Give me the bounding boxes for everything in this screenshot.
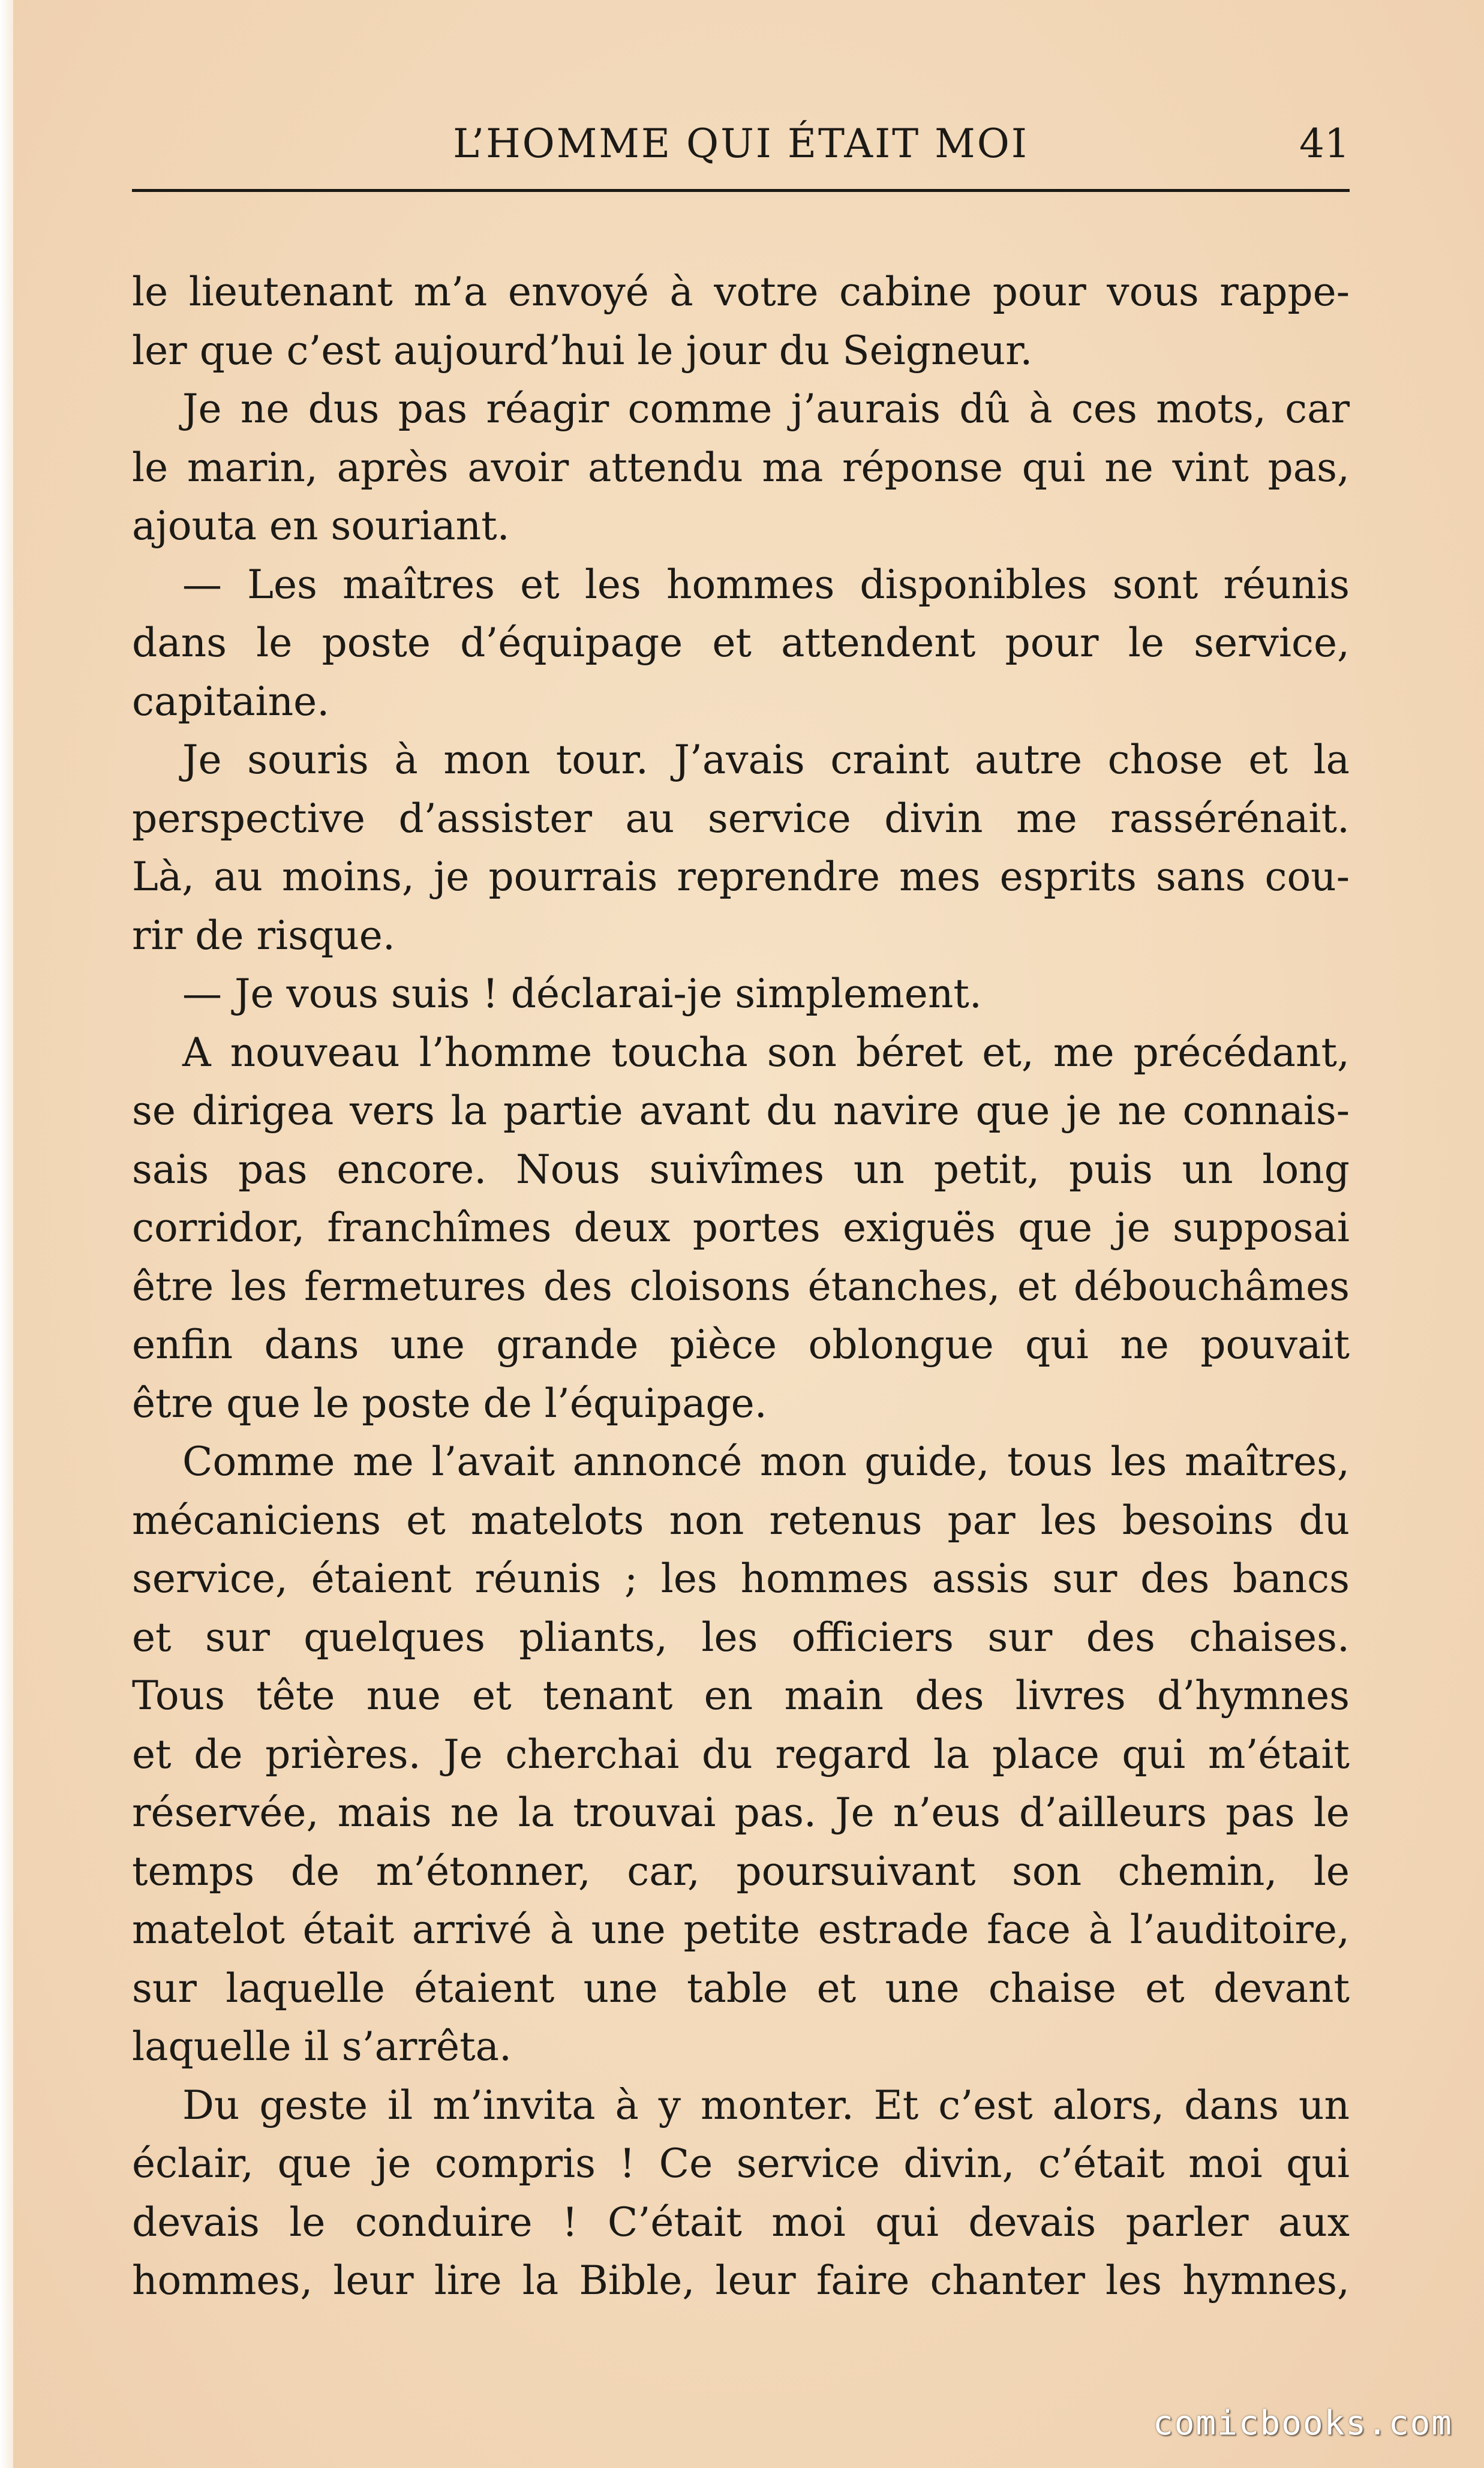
text-line: enfin dans une grande pièce oblongue qui ne pouvait <box>132 1322 1350 1368</box>
text-line: être que le poste de l’équipage. <box>132 1380 767 1427</box>
watermark: comicbooks.com <box>1152 2404 1453 2443</box>
running-title: L’HOMME QUI ÉTAIT MOI <box>453 121 1029 167</box>
text-line: se dirigea vers la partie avant du navire que je ne connais- <box>132 1088 1350 1134</box>
text-line: hommes, leur lire la Bible, leur faire chanter les hymnes, <box>132 2257 1350 2304</box>
text-line: éclair, que je compris ! Ce service divin, c’était moi qui <box>132 2140 1350 2187</box>
text-line: sais pas encore. Nous suivîmes un petit, puis un long <box>132 1146 1350 1193</box>
text-line: dans le poste d’équipage et attendent pour le service, <box>132 620 1350 666</box>
text-line: laquelle il s’arrêta. <box>132 2023 512 2070</box>
text-line: — Je vous suis ! déclarai-je simplement. <box>182 971 982 1017</box>
text-line: Je ne dus pas réagir comme j’aurais dû à ces mots, car <box>182 386 1350 432</box>
text-line: le lieutenant m’a envoyé à votre cabine pour vous rappe- <box>132 269 1350 315</box>
text-line: matelot était arrivé à une petite estrade face à l’auditoire, <box>132 1906 1350 1953</box>
text-line: mécaniciens et matelots non retenus par les besoins du <box>132 1497 1350 1544</box>
text-line: — Les maîtres et les hommes disponibles sont réunis <box>182 561 1350 608</box>
text-line: devais le conduire ! C’était moi qui devais parler aux <box>132 2199 1350 2245</box>
text-line: temps de m’étonner, car, poursuivant son chemin, le <box>132 1848 1350 1894</box>
text-line: ajouta en souriant. <box>132 503 510 549</box>
text-line: et de prières. Je cherchai du regard la place qui m’était <box>132 1731 1350 1778</box>
header-rule <box>132 189 1350 192</box>
text-line: être les fermetures des cloisons étanches, et débouchâmes <box>132 1263 1350 1310</box>
text-line: A nouveau l’homme toucha son béret et, me précédant, <box>182 1029 1350 1076</box>
text-line: et sur quelques pliants, les officiers sur des chaises. <box>132 1614 1350 1661</box>
text-line: ler que c’est aujourd’hui le jour du Seigneur. <box>132 327 1033 374</box>
body-text <box>132 263 1350 2310</box>
page-edge <box>0 0 13 2468</box>
page-number: 41 <box>1299 121 1350 167</box>
text-line: service, étaient réunis ; les hommes assis sur des bancs <box>132 1556 1350 1602</box>
text-line: corridor, franchîmes deux portes exiguës que je supposai <box>132 1205 1350 1251</box>
text-line: perspective d’assister au service divin me rassérénait. <box>132 795 1350 842</box>
text-line: Du geste il m’invita à y monter. Et c’est alors, dans un <box>182 2082 1350 2128</box>
text-line: le marin, après avoir attendu ma réponse qui ne vint pas, <box>132 444 1350 491</box>
text-line: sur laquelle étaient une table et une chaise et devant <box>132 1965 1350 2011</box>
text-line: rir de risque. <box>132 912 395 959</box>
text-line: Tous tête nue et tenant en main des livres d’hymnes <box>132 1673 1350 1719</box>
text-line: Là, au moins, je pourrais reprendre mes esprits sans cou- <box>132 854 1350 900</box>
text-line: Comme me l’avait annoncé mon guide, tous les maîtres, <box>182 1439 1350 1485</box>
text-line: Je souris à mon tour. J’avais craint autre chose et la <box>182 737 1350 783</box>
text-line: réservée, mais ne la trouvai pas. Je n’eus d’ailleurs pas le <box>132 1790 1350 1836</box>
page-header <box>132 111 1350 177</box>
text-line: capitaine. <box>132 678 330 725</box>
